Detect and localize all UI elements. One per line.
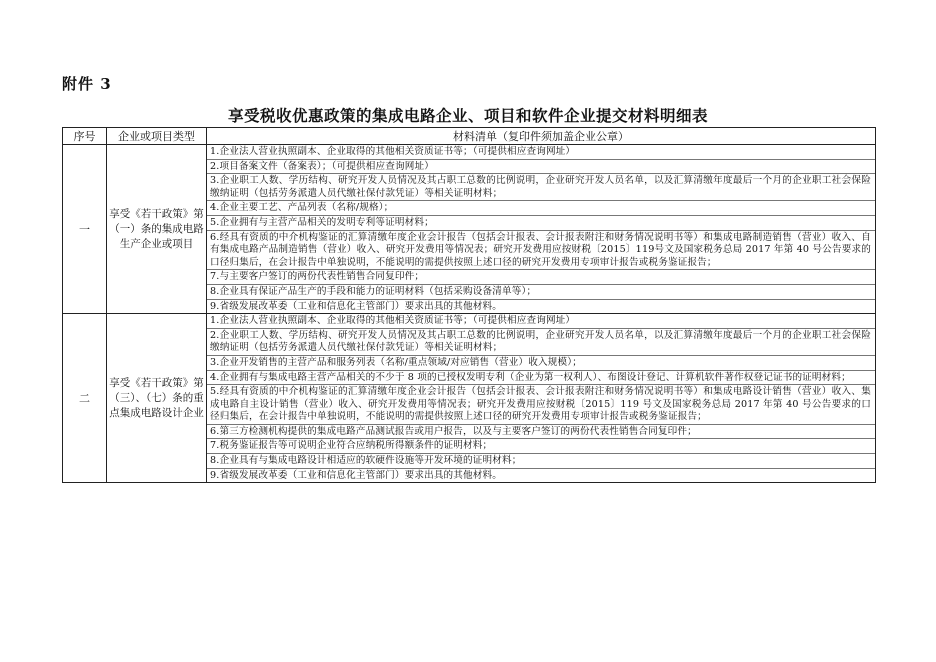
material-item: 7.与主要客户签订的两份代表性销售合同复印件； xyxy=(207,270,875,285)
material-item: 9.省级发展改革委（工业和信息化主管部门）要求出具的其他材料。 xyxy=(210,469,503,481)
table-row xyxy=(63,314,876,483)
row-type: 享受《若干政策》第（三）、（七）条的重点集成电路设计企业 xyxy=(107,314,207,483)
material-item: 4.企业拥有与集成电路主营产品相关的不少于 8 项的已授权发明专利（企业为第一权利人）、布图设计登记、计算机软件著作权登记证书的证明材料； xyxy=(207,371,875,386)
header-seq: 序号 xyxy=(63,128,107,145)
material-item: 5.经具有资质的中介机构鉴证的汇算清缴年度企业会计报告（包括会计报表、会计报表附注和财务情况说明书等）和集成电路设计销售（营业）收入、集成电路自主设计销售（营业）收入、研究开发费用等情况表；研究开发费用应按财税〔2015〕119 号文及国家税务总局 2017 年第 40 号公告要求的口径归集后，在会计报告中单独说明，不能说明的需提供按照上述口径的研究开发费用专项审计报告或税务鉴证报告； xyxy=(207,385,875,425)
row-materials xyxy=(207,145,876,314)
row-seq: 二 xyxy=(63,314,107,483)
materials-table xyxy=(62,127,876,483)
row-materials xyxy=(207,314,876,483)
header-materials: 材料清单（复印件须加盖企业公章） xyxy=(207,128,876,145)
material-item: 9.省级发展改革委（工业和信息化主管部门）要求出具的其他材料。 xyxy=(210,300,503,312)
material-item: 1.企业法人营业执照副本、企业取得的其他相关资质证书等；（可提供相应查询网址） xyxy=(207,314,875,329)
header-type: 企业或项目类型 xyxy=(107,128,207,145)
document-title: 享受税收优惠政策的集成电路企业、项目和软件企业提交材料明细表 xyxy=(227,106,708,125)
material-item: 3.企业开发销售的主营产品和服务列表（名称/重点领域/对应销售（营业）收入规模）； xyxy=(207,356,875,371)
material-item: 8.企业具有与集成电路设计相适应的软硬件设施等开发环境的证明材料； xyxy=(207,454,875,469)
material-item: 1.企业法人营业执照副本、企业取得的其他相关资质证书等；（可提供相应查询网址） xyxy=(207,145,875,160)
material-item: 2.项目备案文件（备案表）；（可提供相应查询网址） xyxy=(207,160,875,175)
material-item: 6.经具有资质的中介机构鉴证的汇算清缴年度企业会计报告（包括会计报表、会计报表附注和财务情况说明书等）和集成电路制造销售（营业）收入、自有集成电路产品制造销售（营业）收入、研究开发费用等情况表；研究开发费用应按财税〔2015〕119号文及国家税务总局 2017 年第 40 号公告要求的口径归集后，在会计报告中单独说明，不能说明的需提供按照上述口径的研究开发费用专项审计报告或税务鉴证报告； xyxy=(207,231,875,271)
table-row xyxy=(63,145,876,314)
material-item: 8.企业具有保证产品生产的手段和能力的证明材料（包括采购设备清单等）； xyxy=(207,285,875,300)
row-seq: 一 xyxy=(63,145,107,314)
table-header-row xyxy=(63,128,876,145)
material-item: 3.企业职工人数、学历结构、研究开发人员情况及其占职工总数的比例说明，企业研究开发人员名单，以及汇算清缴年度最后一个月的企业职工社会保险缴纳证明（包括劳务派遣人员代缴社保付款凭证）等相关证明材料； xyxy=(207,174,875,201)
material-item: 2.企业职工人数、学历结构、研究开发人员情况及其占职工总数的比例说明，企业研究开发人员名单，以及汇算清缴年度最后一个月的企业职工社会保险缴纳证明（包括劳务派遣人员代缴社保付款凭证）等相关证明材料； xyxy=(207,329,875,356)
material-item: 5.企业拥有与主营产品相关的发明专利等证明材料； xyxy=(207,216,875,231)
material-item: 6.第三方检测机构提供的集成电路产品测试报告或用户报告，以及与主要客户签订的两份代表性销售合同复印件； xyxy=(207,425,875,440)
material-item: 7.税务鉴证报告等可说明企业符合应纳税所得额条件的证明材料； xyxy=(207,439,875,454)
row-type: 享受《若干政策》第（一）条的集成电路生产企业或项目 xyxy=(107,145,207,314)
attachment-label: 附件 3 xyxy=(62,75,112,93)
material-item: 4.企业主要工艺、产品列表（名称/规格）； xyxy=(207,201,875,216)
